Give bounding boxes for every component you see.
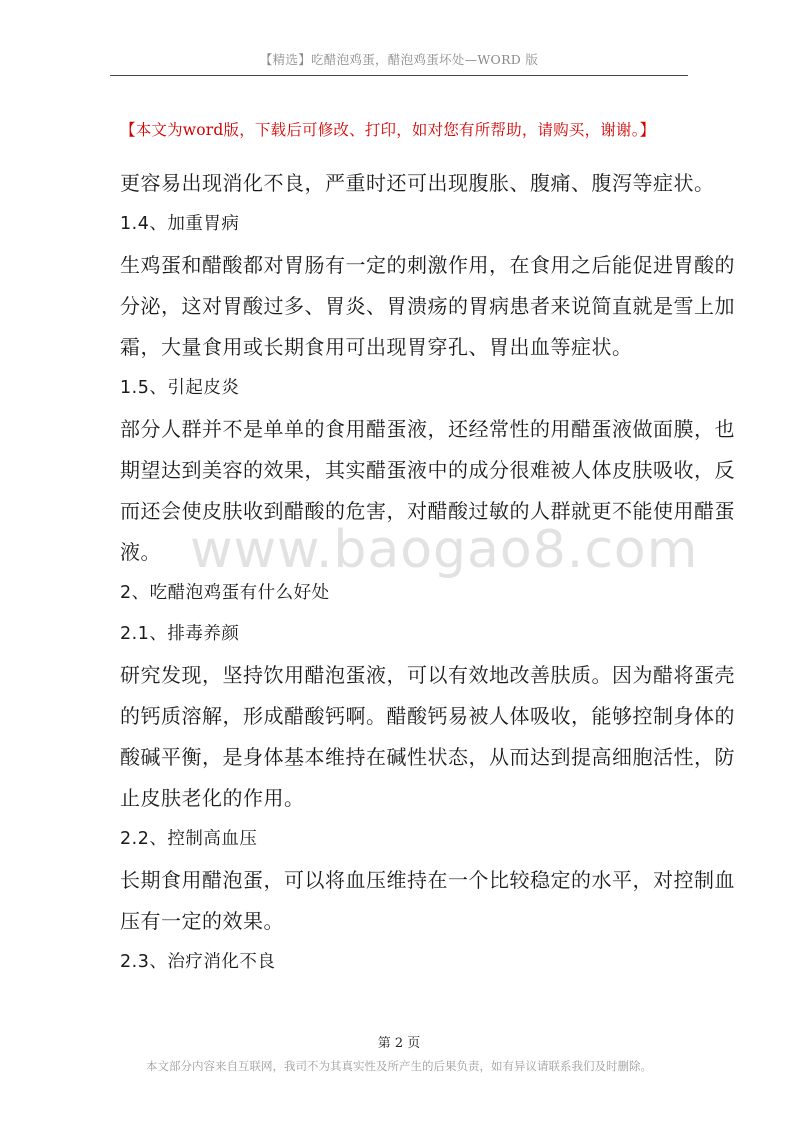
body-line: 分泌，这对胃酸过多、胃炎、胃溃疡的胃病患者来说简直就是雪上加 <box>120 294 735 318</box>
body-line: 生鸡蛋和醋酸都对胃肠有一定的刺激作用，在食用之后能促进胃酸的 <box>120 253 735 277</box>
body-line: 酸碱平衡，是身体基本维持在碱性状态，从而达到提高细胞活性，防 <box>120 745 735 769</box>
body-line: 部分人群并不是单单的食用醋蛋液，还经常性的用醋蛋液做面膜，也 <box>120 417 735 441</box>
document-header: 【精选】吃醋泡鸡蛋，醋泡鸡蛋坏处—WORD 版 <box>259 52 539 67</box>
body-line: 更容易出现消化不良，严重时还可出现腹胀、腹痛、腹泻等症状。 <box>120 171 715 195</box>
purchase-notice: 【本文为word版，下载后可修改、打印，如对您有所帮助，请购买，谢谢。】 <box>120 121 656 139</box>
body-line: 期望达到美容的效果，其实醋蛋液中的成分很难被人体皮肤吸收，反 <box>120 458 735 482</box>
body-line: 而还会使皮肤收到醋酸的危害，对醋酸过敏的人群就更不能使用醋蛋 <box>120 499 735 523</box>
section-heading: 2.2、控制高血压 <box>120 829 258 849</box>
page-number: 第 2 页 <box>377 1036 421 1051</box>
section-heading: 1.4、加重胃病 <box>120 214 240 234</box>
body-line: 止皮肤老化的作用。 <box>120 786 305 810</box>
body-line: 液。 <box>120 540 161 564</box>
document-body <box>120 163 735 983</box>
disclaimer-footer: 本文部分内容来自互联网，我司不为其真实性及所产生的后果负责，如有异议请联系我们及时删除。 <box>146 1059 652 1073</box>
section-heading: 2.1、排毒养颜 <box>120 624 240 644</box>
body-line: 研究发现，坚持饮用醋泡蛋液，可以有效地改善肤质。因为醋将蛋壳 <box>120 663 735 687</box>
watermark: www.baogao8.com <box>190 520 699 580</box>
section-heading: 1.5、引起皮炎 <box>120 378 240 398</box>
section-heading: 2、吃醋泡鸡蛋有什么好处 <box>120 583 330 603</box>
body-line: 霜，大量食用或长期食用可出现胃穿孔、胃出血等症状。 <box>120 335 633 359</box>
header-divider <box>110 75 688 76</box>
body-line: 压有一定的效果。 <box>120 909 284 933</box>
body-line: 长期食用醋泡蛋，可以将血压维持在一个比较稳定的水平，对控制血 <box>120 868 735 892</box>
section-heading: 2.3、治疗消化不良 <box>120 952 276 972</box>
body-line: 的钙质溶解，形成醋酸钙啊。醋酸钙易被人体吸收，能够控制身体的 <box>120 704 735 728</box>
